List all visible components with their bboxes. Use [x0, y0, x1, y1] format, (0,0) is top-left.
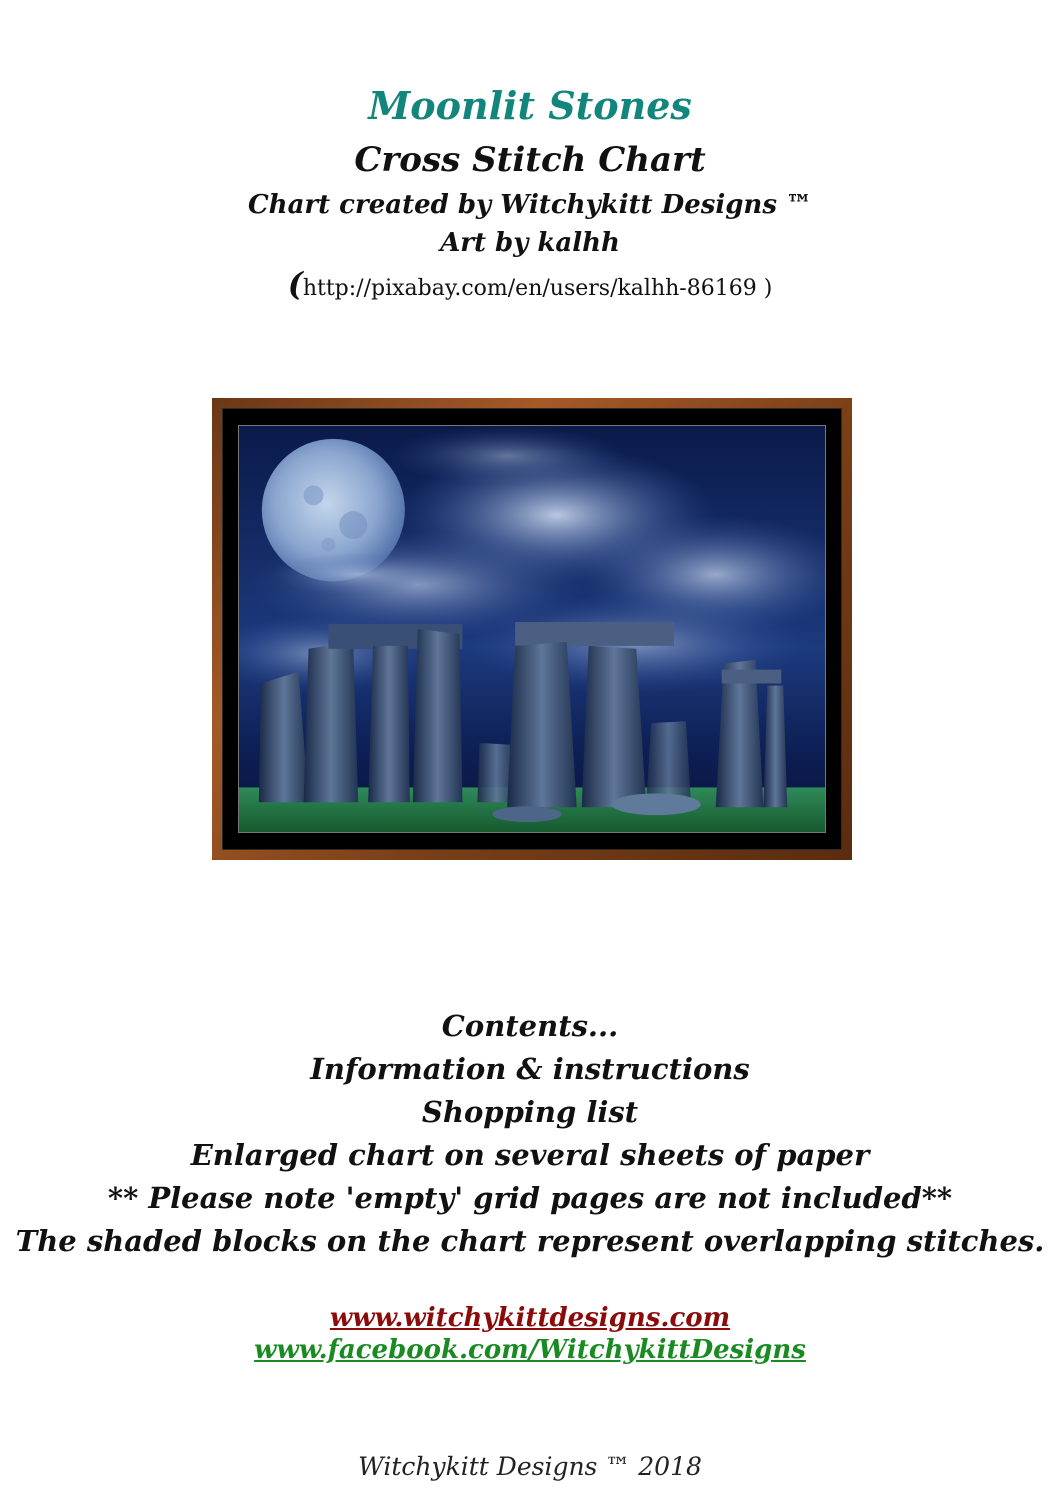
page-title: Moonlit Stones: [368, 83, 692, 128]
stonehenge-moon-artwork: [239, 426, 825, 832]
footer-copyright: Witchykitt Designs ™ 2018: [358, 1452, 702, 1481]
picture-mat: [222, 408, 842, 850]
contents-item: Shopping list: [421, 1095, 639, 1129]
artist-url-line: [0, 262, 1060, 311]
url-open-paren: (: [287, 265, 303, 303]
website-link[interactable]: www.witchykittdesigns.com: [329, 1303, 731, 1333]
contents-item: Enlarged chart on several sheets of paper: [190, 1138, 870, 1172]
page-subtitle: Cross Stitch Chart: [354, 140, 706, 180]
artwork-container: [238, 425, 826, 833]
chart-credit: Chart created by Witchykitt Designs ™: [247, 190, 813, 220]
facebook-link[interactable]: www.facebook.com/WitchykittDesigns: [254, 1335, 806, 1365]
contents-item: The shaded blocks on the chart represent overlapping stitches.: [15, 1224, 1045, 1258]
url-close-paren: ): [756, 276, 773, 301]
contents-heading: Contents...: [441, 1009, 619, 1043]
links-section: [0, 1302, 1060, 1366]
header: [0, 78, 1060, 311]
contents-item: ** Please note 'empty' grid pages are not included**: [107, 1181, 953, 1215]
contents-item: Information & instructions: [310, 1052, 750, 1086]
contents-section: [0, 1005, 1060, 1263]
art-credit: Art by kalhh: [440, 228, 620, 258]
artist-url: http://pixabay.com/en/users/kalhh-86169: [302, 276, 757, 301]
picture-frame: [212, 398, 852, 860]
